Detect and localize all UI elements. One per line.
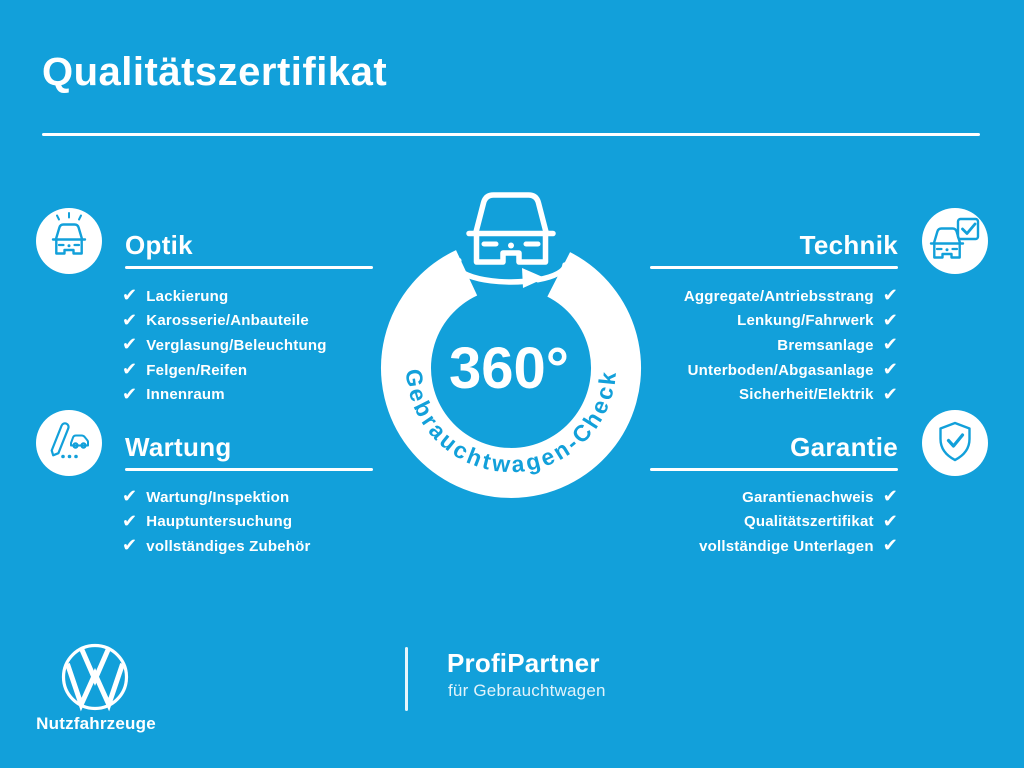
- check-icon: ✔: [122, 383, 138, 404]
- list-item: [122, 534, 311, 559]
- list-item-label: Sicherheit/Elektrik: [739, 386, 874, 404]
- section-title-optik: Optik: [125, 230, 193, 260]
- list-item: [122, 510, 311, 535]
- technik-icon-circle: [922, 208, 988, 274]
- check-icon: ✔: [882, 510, 898, 531]
- list-item-label: Bremsanlage: [777, 336, 874, 354]
- list-item: [122, 358, 327, 383]
- optik-check-list: [122, 284, 327, 407]
- list-item: [122, 284, 327, 309]
- section-title-garantie: Garantie: [790, 432, 898, 462]
- list-item-label: Garantienachweis: [742, 488, 874, 506]
- partner-title: ProfiPartner: [447, 648, 600, 678]
- list-item: [122, 382, 327, 407]
- partner-subtitle: für Gebrauchtwagen: [448, 681, 606, 700]
- check-icon: ✔: [122, 309, 138, 330]
- brand-label: Nutzfahrzeuge: [36, 714, 156, 733]
- check-icon: ✔: [122, 359, 138, 380]
- list-item-label: Aggregate/Antriebsstrang: [683, 287, 874, 305]
- check-icon: ✔: [882, 285, 898, 306]
- list-item-label: Qualitätszertifikat: [744, 513, 874, 531]
- optik-divider: [125, 266, 373, 269]
- list-item-label: vollständige Unterlagen: [699, 537, 874, 555]
- check-icon: ✔: [122, 535, 138, 556]
- check-icon: ✔: [122, 510, 138, 531]
- check-icon: ✔: [882, 334, 898, 355]
- check-icon: ✔: [882, 486, 898, 507]
- 360-check-badge: [363, 156, 663, 508]
- title-divider: [42, 133, 980, 136]
- list-item-label: Wartung/Inspektion: [146, 488, 290, 506]
- list-item-label: Felgen/Reifen: [146, 361, 248, 379]
- list-item: [122, 485, 311, 510]
- degrees-label: 360°: [449, 336, 569, 401]
- garantie-icon-circle: [922, 410, 988, 476]
- list-item: [122, 333, 327, 358]
- check-icon: ✔: [882, 309, 898, 330]
- wartung-icon-circle: [36, 410, 102, 476]
- list-item-label: Hauptuntersuchung: [146, 513, 293, 531]
- technik-divider: [650, 266, 898, 269]
- list-item-label: Unterboden/Abgasanlage: [687, 361, 874, 379]
- section-title-technik: Technik: [799, 230, 898, 260]
- wartung-divider: [125, 468, 373, 471]
- ring-label: Gebrauchtwagen-Check: [400, 367, 622, 478]
- page-title: Qualitätszertifikat: [42, 50, 388, 94]
- sparkle-car-icon: [36, 208, 102, 274]
- check-icon: ✔: [122, 285, 138, 306]
- garantie-divider: [650, 468, 898, 471]
- pen-car-icon: [36, 410, 102, 476]
- car-checkbox-icon: [922, 208, 988, 274]
- check-icon: ✔: [122, 334, 138, 355]
- wartung-check-list: [122, 485, 311, 559]
- list-item: [122, 309, 327, 334]
- section-title-wartung: Wartung: [125, 432, 232, 462]
- rotating-car-icon: [457, 195, 565, 288]
- list-item-label: Innenraum: [146, 386, 225, 404]
- vw-logo: [60, 642, 130, 712]
- optik-icon-circle: [36, 208, 102, 274]
- check-icon: ✔: [882, 359, 898, 380]
- list-item-label: Lackierung: [146, 287, 229, 305]
- list-item: [600, 510, 898, 535]
- list-item-label: Karosserie/Anbauteile: [146, 312, 309, 330]
- list-item-label: vollständiges Zubehör: [146, 537, 311, 555]
- check-icon: ✔: [882, 383, 898, 404]
- check-icon: ✔: [122, 486, 138, 507]
- footer-divider: [405, 647, 408, 711]
- list-item: [600, 534, 898, 559]
- shield-check-icon: [922, 410, 988, 476]
- list-item-label: Verglasung/Beleuchtung: [146, 336, 327, 354]
- list-item-label: Lenkung/Fahrwerk: [737, 312, 874, 330]
- check-icon: ✔: [882, 535, 898, 556]
